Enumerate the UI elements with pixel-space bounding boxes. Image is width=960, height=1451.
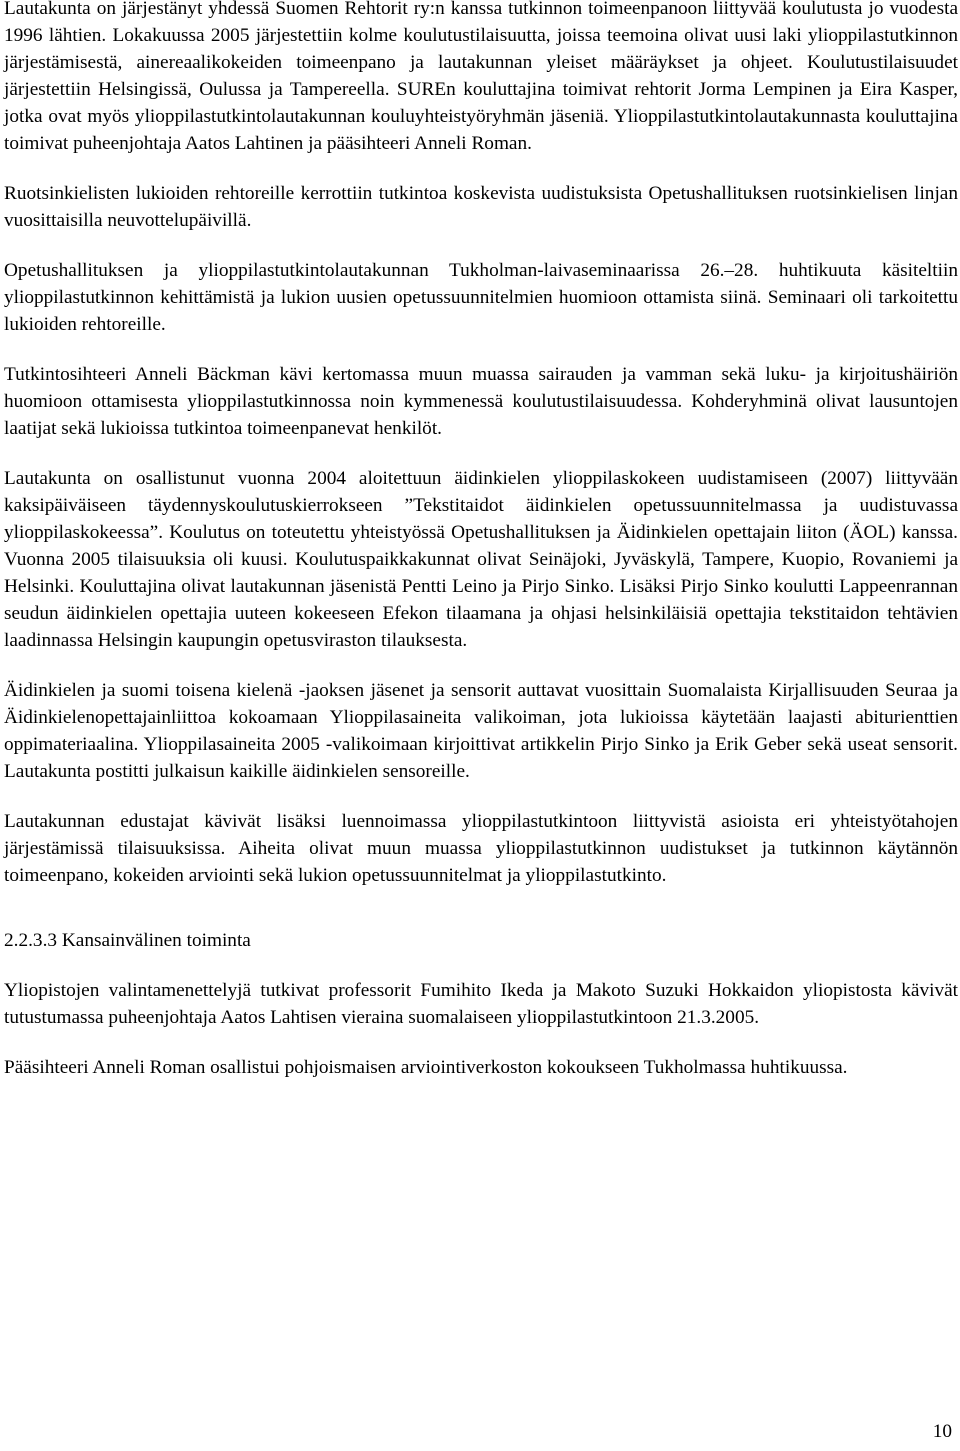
paragraph-swedish-rectors: Ruotsinkielisten lukioiden rehtoreille kerrottiin tutkintoa koskevista uudistuksista Opetushallituksen ruotsinkielisen linjan vuosittaisilla neuvottelupäivillä.	[4, 183, 958, 231]
paragraph-essay-collection: Äidinkielen ja suomi toisena kielenä -jaoksen jäsenet ja sensorit auttavat vuosittain Suomalaista Kirjallisuuden Seuraa ja Äidinkielenopettajainliittoa kokoamaan Ylioppilasaineita valikoiman, jota lukioissa käytetään laajasti abiturienttien oppimateriaalina. Ylioppilasaineita 2005 -valikoimaan kirjoittivat artikkelin Pirjo Sinko ja Erik Geber sekä useat sensorit. Lautakunta postitti julkaisun kaikille äidinkielen sensoreille.	[4, 680, 958, 782]
paragraph-mother-tongue-training: Lautakunta on osallistunut vuonna 2004 aloitettuun äidinkielen ylioppilaskokeen uudistamiseen (2007) liittyvään kaksipäiväiseen täydennyskoulutuskierrokseen ”Tekstitaidot äidinkielen opetussuunnitelmassa ja uudistuvassa ylioppilaskokeessa”. Koulutus on toteutettu yhteistyössä Opetushallituksen ja Äidinkielen opettajain liiton (ÄOL) kanssa. Vuonna 2005 tilaisuuksia oli kuusi. Koulutuspaikkakunnat olivat Seinäjoki, Jyväskylä, Tampere, Kuopio, Rovaniemi ja Helsinki. Kouluttajina olivat lautakunnan jäsenistä Pentti Leino ja Pirjo Sinko. Lisäksi Pirjo Sinko koulutti Lappeenrannan seudun äidinkielen opettajia uuteen kokeeseen Efekon tilaamana ja ohjasi helsinkiläisiä opettajia tekstitaidon tehtävien laadinnassa Helsingin kaupungin opetusviraston tilauksesta.	[4, 468, 958, 651]
paragraph-training-sure: Lautakunta on järjestänyt yhdessä Suomen Rehtorit ry:n kanssa tutkinnon toimeenpanoon liittyvää koulutusta jo vuodesta 1996 lähtien. Lokakuussa 2005 järjestettiin kolme koulutustilaisuutta, joissa teemoina olivat uusi laki ylioppilastutkinnon järjestämisestä, ainereaalikokeiden toimeenpano ja lautakunnan yleiset määräykset ja ohjeet. Koulutustilaisuudet järjestettiin Helsingissä, Oulussa ja Tampereella. SUREn kouluttajina toimivat rehtorit Jorma Lempinen ja Eira Kasper, jotka ovat myös ylioppilastutkintolautakunnan kouluyhteistyöryhmän jäseniä. Ylioppilastutkintolautakunnasta kouluttajina toimivat puheenjohtaja Aatos Lahtinen ja pääsihteeri Anneli Roman.	[4, 0, 958, 154]
paragraph-representative-lectures: Lautakunnan edustajat kävivät lisäksi luennoimassa ylioppilastutkintoon liittyvistä asioista eri yhteistyötahojen järjestämissä tilaisuuksissa. Aiheita olivat muun muassa ylioppilastutkinnon uudistukset ja tutkinnon käytännön toimeenpano, kokeiden arviointi sekä lukion opetussuunnitelmat ja ylioppilastutkinto.	[4, 811, 958, 886]
paragraph-backman-lectures: Tutkintosihteeri Anneli Bäckman kävi kertomassa muun muassa sairauden ja vamman sekä luku- ja kirjoitushäiriön huomioon ottamisesta ylioppilastutkinnossa noin kymmenessä koulutustilaisuudessa. Kohderyhminä olivat lausuntojen laatijat sekä lukioissa tutkintoa toimeenpanevat henkilöt.	[4, 364, 958, 439]
page-number: 10	[932, 1421, 952, 1442]
paragraph-nordic-network: Pääsihteeri Anneli Roman osallistui pohjoismaisen arviointiverkoston kokoukseen Tukholmassa huhtikuussa.	[4, 1057, 848, 1078]
paragraph-stockholm-seminar: Opetushallituksen ja ylioppilastutkintolautakunnan Tukholman-laivaseminaarissa 26.–28. huhtikuuta käsiteltiin ylioppilastutkinnon kehittämistä ja lukion uusien opetussuunnitelmien huomioon ottamista siinä. Seminaari oli tarkoitettu lukioiden rehtoreille.	[4, 260, 958, 335]
section-heading: 2.2.3.3 Kansainvälinen toiminta	[4, 930, 251, 951]
paragraph-hokkaido-visit: Yliopistojen valintamenettelyjä tutkivat professorit Fumihito Ikeda ja Makoto Suzuki Hokkaidon yliopistosta kävivät tutustumassa puheenjohtaja Aatos Lahtisen vieraina suomalaiseen ylioppilastutkintoon 21.3.2005.	[4, 980, 958, 1028]
document-page	[4, 0, 958, 1104]
